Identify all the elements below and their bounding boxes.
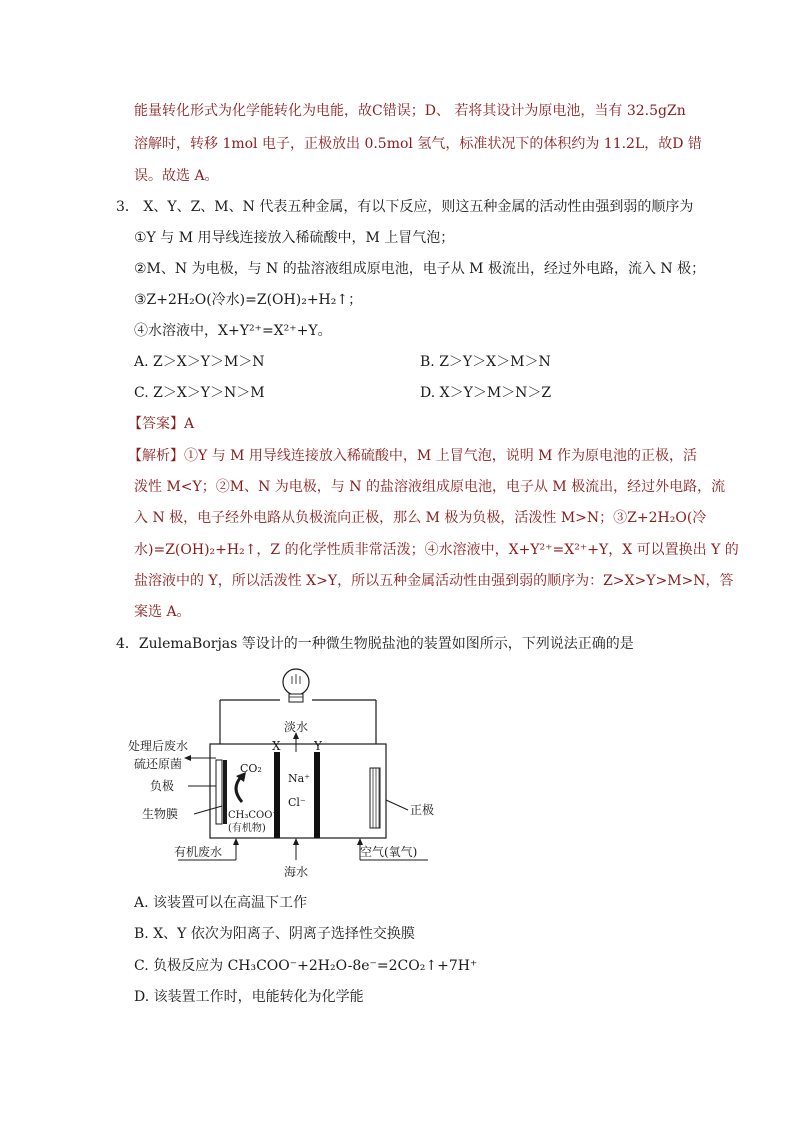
label-y: Y — [314, 739, 322, 753]
question-3-condition-3: ③Z+2H₂O(冷水)=Z(OH)₂+H₂↑； — [134, 292, 363, 308]
membrane-x — [274, 752, 280, 838]
seawater-arrowhead — [293, 838, 299, 845]
question-4-stem: 4．ZulemaBorjas 等设计的一种微生物脱盐池的装置如图所示，下列说法正确的是 — [116, 636, 634, 652]
label-organic: (有机物) — [228, 823, 266, 834]
negative-electrode — [216, 760, 222, 824]
explanation-line-3: 误。故选 A。 — [134, 168, 219, 184]
label-fresh-water: 淡水 — [284, 720, 309, 734]
question-3-analysis-line-6: 案选 A。 — [134, 604, 191, 620]
question-3-condition-2: ②M、N 为电极，与 N 的盐溶液组成原电池，电子从 M 极流出，经过外电路，流入 N 极； — [134, 261, 706, 277]
question-4-option-c: C. 负极反应为 CH₃COO⁻+2H₂O-8e⁻=2CO₂↑+7H⁺ — [134, 958, 478, 974]
question-3-analysis-line-2: 泼性 M<Y；②M、N 为电极，与 N 的盐溶液组成原电池，电子从 M 极流出，经过外电路，流 — [134, 479, 726, 495]
question-3-option-d: D. X＞Y＞M＞N＞Z — [420, 385, 552, 401]
positive-electrode — [370, 768, 380, 828]
question-3-stem: 3． X、Y、Z、M、N 代表五种金属，有以下反应，则这五种金属的活动性由强到弱的顺序为 — [116, 199, 694, 215]
organic-waste-arrowhead — [233, 838, 239, 845]
question-3-option-c: C. Z＞X＞Y＞N＞M — [134, 385, 265, 401]
question-4-option-d: D. 该装置工作时，电能转化为化学能 — [134, 989, 364, 1005]
label-cl: Cl⁻ — [288, 796, 306, 809]
label-bacteria: 硫还原菌 — [134, 757, 183, 771]
membrane-y — [314, 752, 320, 838]
question-3-option-b: B. Z＞Y＞X＞M＞N — [420, 354, 551, 370]
label-air: 空气(氧气) — [360, 845, 418, 859]
air-arrowhead — [357, 838, 363, 845]
label-treated-water: 处理后废水 — [128, 739, 189, 753]
question-3-analysis-line-4: 水)=Z(OH)₂+H₂↑，Z 的化学性质非常活泼；④水溶液中，X+Y²⁺=X²⁺+Y，X 可以置换出 Y 的 — [134, 542, 739, 558]
label-organic-waste: 有机废水 — [174, 845, 223, 859]
label-co2: CO₂ — [240, 762, 262, 775]
explanation-line-1: 能量转化形式为化学能转化为电能，故C错误；D、 若将其设计为原电池，当有 32.5gZn — [134, 103, 686, 119]
question-3-analysis-line-1: 【解析】①Y 与 M 用导线连接放入稀硫酸中，M 上冒气泡，说明 M 作为原电池的正极，活 — [128, 448, 697, 464]
question-4-option-b: B. X、Y 依次为阳离子、阴离子选择性交换膜 — [134, 926, 415, 942]
light-bulb-icon — [283, 669, 309, 702]
positive-pointer — [386, 800, 408, 810]
question-3-option-a: A. Z＞X＞Y＞M＞N — [134, 354, 265, 370]
label-biofilm: 生物膜 — [142, 807, 179, 821]
question-3-answer: 【答案】A — [128, 416, 195, 432]
label-x: X — [272, 739, 281, 753]
question-3-condition-4: ④水溶液中，X+Y²⁺=X²⁺+Y。 — [134, 323, 332, 339]
label-na: Na⁺ — [288, 772, 310, 785]
label-seawater: 海水 — [284, 865, 309, 879]
label-negative: 负极 — [150, 779, 175, 793]
desalination-cell-diagram — [128, 660, 458, 880]
question-3-analysis-line-5: 盐溶液中的 Y，所以活泼性 X>Y，所以五种金属活动性由强到弱的顺序为：Z>X>Y>M>N，答 — [134, 573, 734, 589]
explanation-line-2: 溶解时，转移 1mol 电子，正极放出 0.5mol 氢气，标准状况下的体积约为 11.2L，故D 错 — [134, 136, 702, 152]
label-acetate: CH₃COO⁻ — [228, 810, 278, 821]
treated-water-arrowhead — [184, 755, 191, 761]
question-3-analysis-line-3: 入 N 极，电子经外电路从负极流向正极，那么 M 极为负极，活泼性 M>N；③Z+2H₂O(冷 — [134, 510, 707, 526]
question-4-option-a: A. 该装置可以在高温下工作 — [134, 895, 308, 911]
label-positive: 正极 — [410, 803, 435, 817]
question-3-condition-1: ①Y 与 M 用导线连接放入稀硫酸中，M 上冒气泡； — [134, 230, 455, 246]
biofilm-layer — [223, 760, 227, 824]
